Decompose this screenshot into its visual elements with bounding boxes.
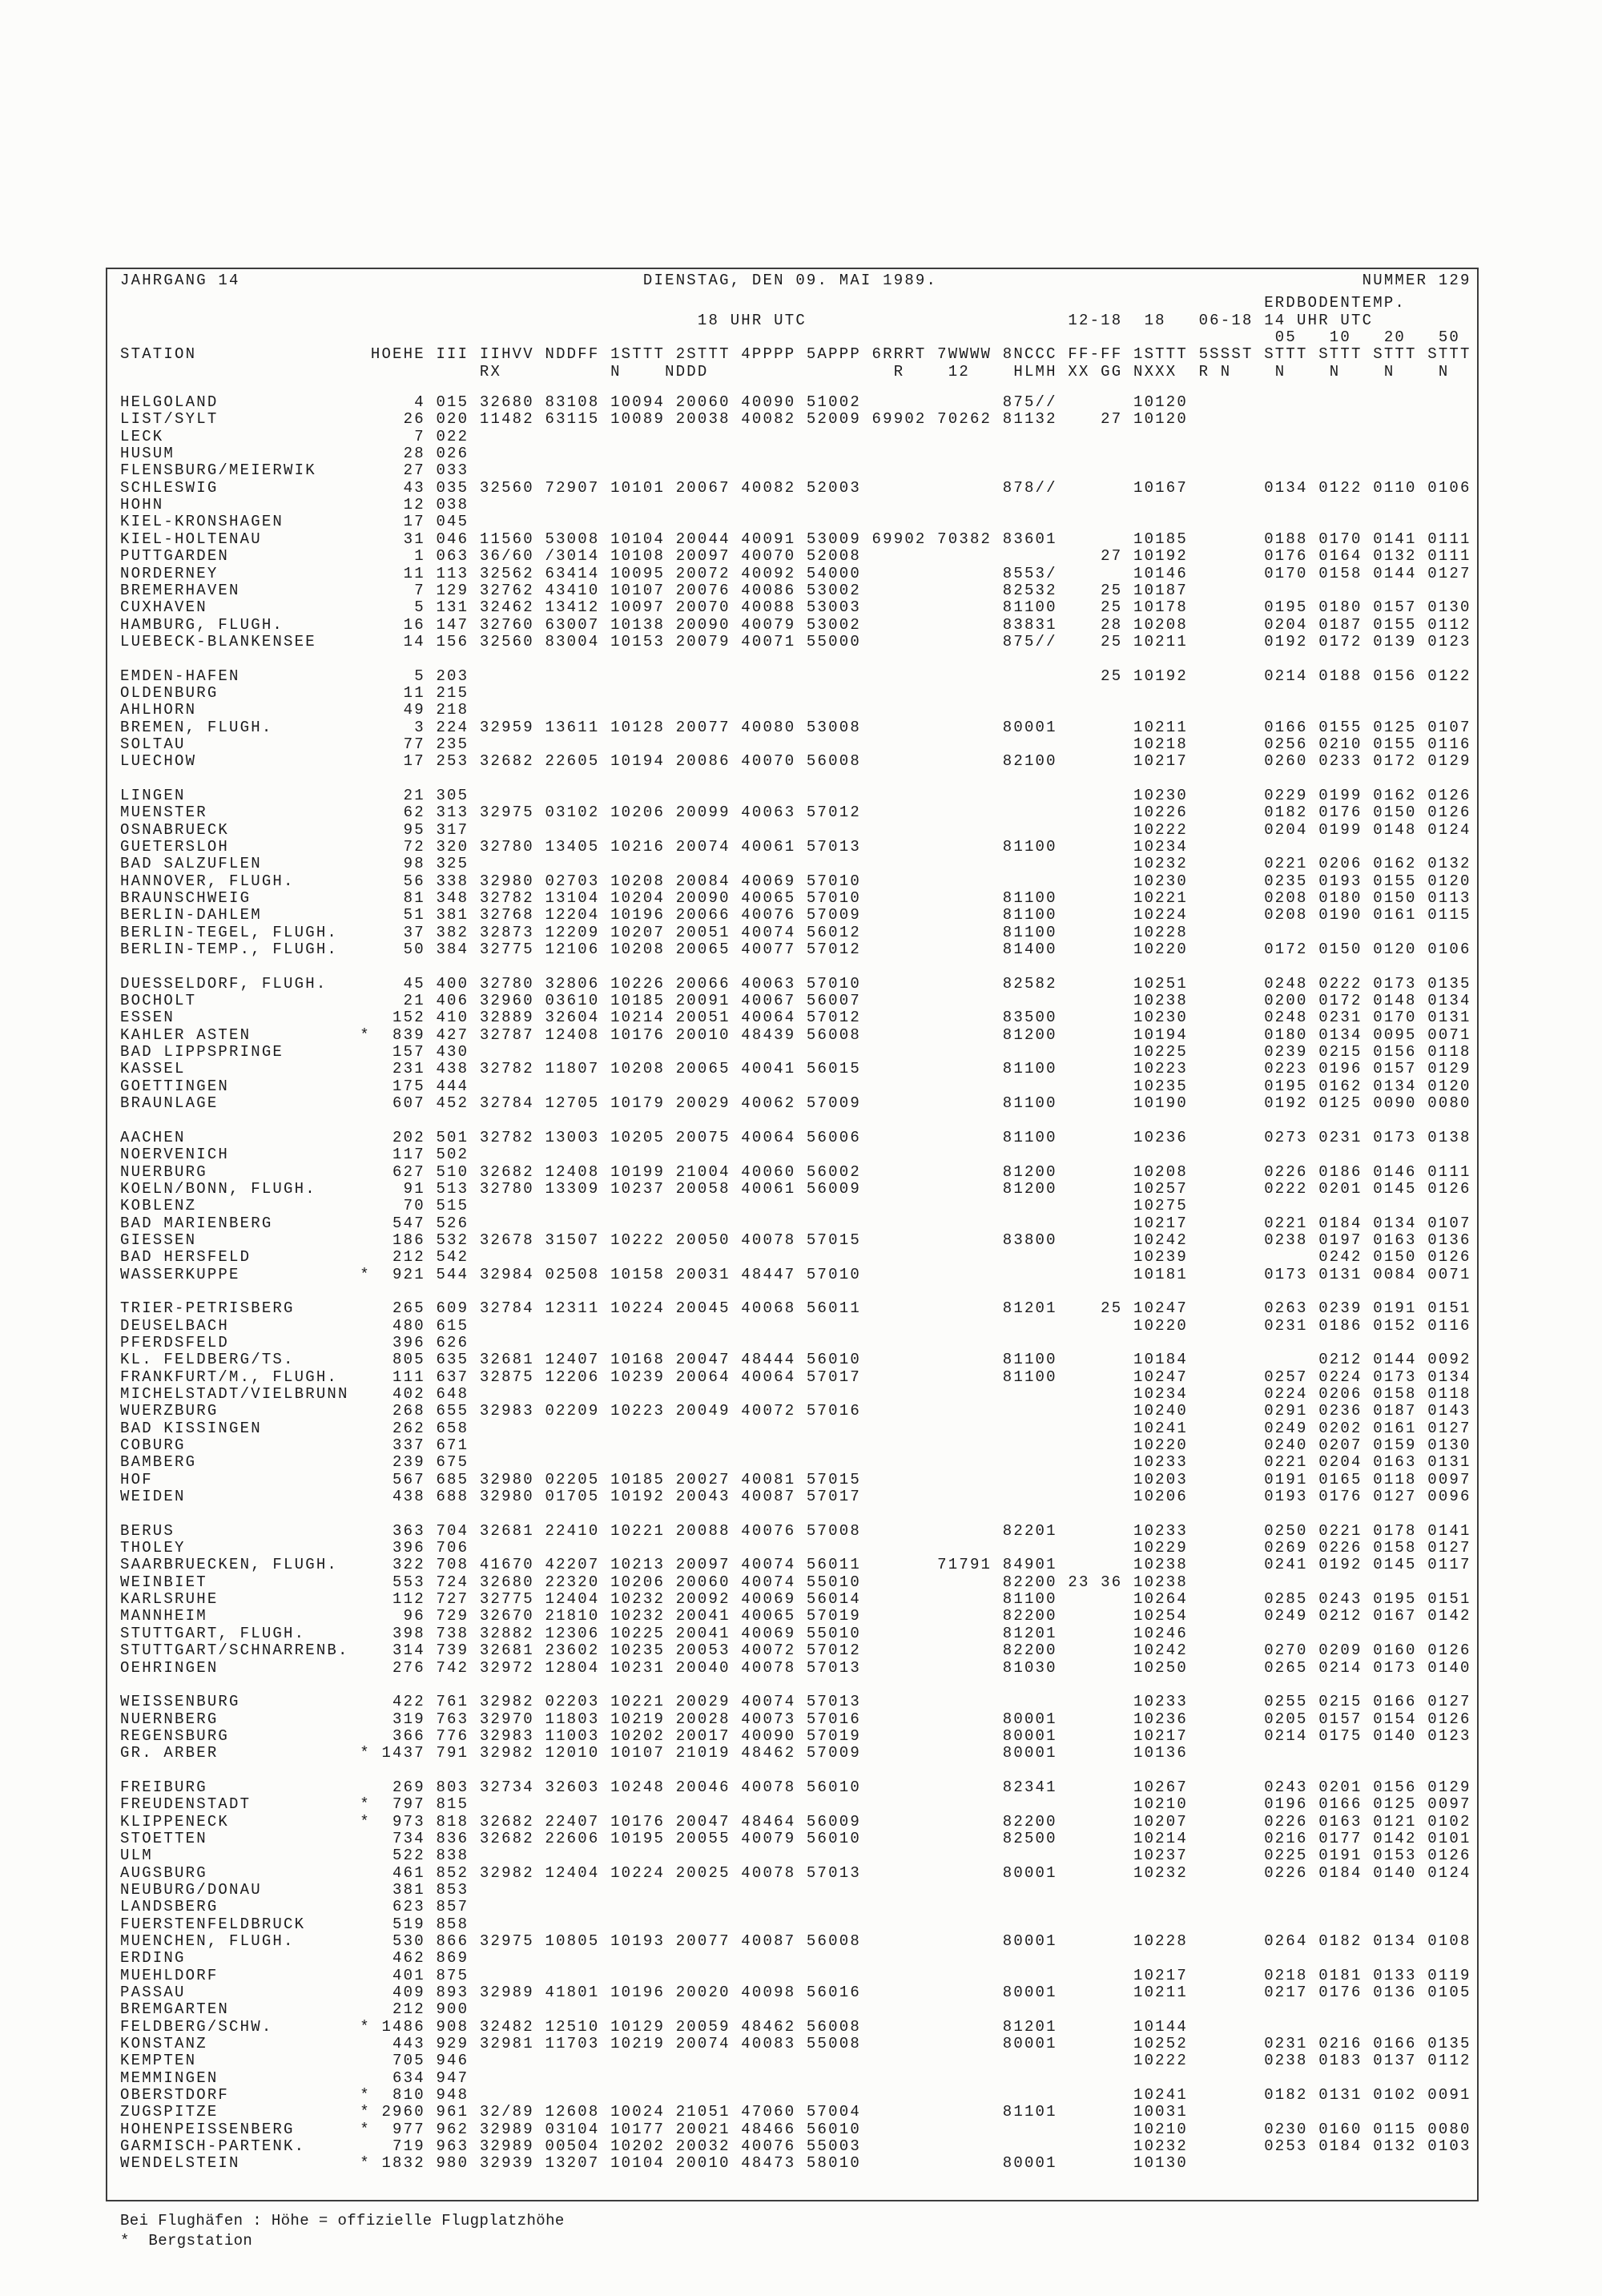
group-separator [120, 1762, 1514, 1779]
station-row: SOLTAU 77 235 10218 0256 0210 0155 0116 [120, 735, 1471, 753]
group-separator [120, 958, 1514, 975]
station-row: OSNABRUECK 95 317 10222 0204 0199 0148 0124 [120, 820, 1471, 839]
station-row: NUERBURG 627 510 32682 12408 10199 21004 40060 56002 81200 10208 0226 0186 0146 0111 [120, 1162, 1471, 1181]
station-row: AUGSBURG 461 852 32982 12404 10224 20025 40078 57013 80001 10232 0226 0184 0140 0124 [120, 1863, 1471, 1882]
station-row: SCHLESWIG 43 035 32560 72907 10101 20067 40082 52003 878// 10167 0134 0122 0110 0106 [120, 478, 1471, 497]
station-row: NUERNBERG 319 763 32970 11803 10219 20028 40073 57016 80001 10236 0205 0157 0154 0126 [120, 1710, 1471, 1728]
column-header-row: STATION HOEHE III IIHVV NDDFF 1STTT 2STTT 4PPPP 5APPP 6RRRT 7WWWW 8NCCC FF-FF 1STTT 5SSST STTT STTT STTT STTT [120, 345, 1471, 364]
station-row: MANNHEIM 96 729 32670 21810 10232 20041 40065 57019 82200 10254 0249 0212 0167 0142 [120, 1607, 1471, 1625]
station-row: FREIBURG 269 803 32734 32603 10248 20046 40078 56010 82341 10267 0243 0201 0156 0129 [120, 1778, 1471, 1796]
station-row: NOERVENICH 117 502 [120, 1146, 469, 1164]
station-row: BREMEN, FLUGH. 3 224 32959 13611 10128 20077 40080 53008 80001 10211 0166 0155 0125 0107 [120, 718, 1471, 736]
station-row: LIST/SYLT 26 020 11482 63115 10089 20038 40082 52009 69902 70262 81132 27 10120 [120, 410, 1188, 429]
station-row: BREMGARTEN 212 900 [120, 2000, 469, 2019]
station-row: HOF 567 685 32980 02205 10185 20027 40081 57015 10203 0191 0165 0118 0097 [120, 1470, 1471, 1488]
station-row: BERLIN-DAHLEM 51 381 32768 12204 10196 20066 40076 57009 81100 10224 0208 0190 0161 0115 [120, 906, 1471, 924]
station-row: KIEL-KRONSHAGEN 17 045 [120, 513, 469, 531]
station-row: CUXHAVEN 5 131 32462 13412 10097 20070 40088 53003 81100 25 10178 0195 0180 0157 0130 [120, 598, 1471, 617]
station-row: MICHELSTADT/VIELBRUNN 402 648 10234 0224 0206 0158 0118 [120, 1385, 1471, 1403]
group-separator [120, 651, 1514, 667]
group-separator [120, 1283, 1514, 1300]
station-row: BAMBERG 239 675 10233 0221 0204 0163 0131 [120, 1453, 1471, 1472]
footnotes [120, 2211, 565, 2251]
column-subheader-row: RX N NDDD R 12 HLMH XX GG NXXX R N N N N N [120, 362, 1450, 381]
station-row: NEUBURG/DONAU 381 853 [120, 1880, 469, 1899]
station-row: KEMPTEN 705 946 10222 0238 0183 0137 0112 [120, 2052, 1471, 2070]
station-row: STOETTEN 734 836 32682 22606 10195 20055 40079 56010 82500 10214 0216 0177 0142 0101 [120, 1829, 1471, 1847]
station-row: BAD KISSINGEN 262 658 10241 0249 0202 0161 0127 [120, 1419, 1471, 1437]
station-row: MEMMINGEN 634 947 [120, 2068, 469, 2087]
station-row: HUSUM 28 026 [120, 445, 469, 463]
station-row: KOELN/BONN, FLUGH. 91 513 32780 13309 10237 20058 40061 56009 81200 10257 0222 0201 0145 0126 [120, 1179, 1471, 1198]
station-row: HELGOLAND 4 015 32680 83108 10094 20060 40090 51002 875// 10120 [120, 393, 1188, 412]
group-separator [120, 1113, 1514, 1130]
station-row: BREMERHAVEN 7 129 32762 43410 10107 20076 40086 53002 82532 25 10187 [120, 581, 1188, 599]
group-separator [120, 1505, 1514, 1522]
station-row: KLIPPENECK * 973 818 32682 22407 10176 20047 48464 56009 82200 10207 0226 0163 0121 0102 [120, 1812, 1471, 1831]
station-row: AACHEN 202 501 32782 13003 10205 20075 40064 56006 81100 10236 0273 0231 0173 0138 [120, 1128, 1471, 1146]
header-table-gap [120, 381, 1514, 394]
station-row: AHLHORN 49 218 [120, 701, 469, 719]
station-observation-table [120, 394, 1514, 2173]
bulletin-header [120, 272, 1514, 381]
station-row: BOCHOLT 21 406 32960 03610 10185 20091 40067 56007 10238 0200 0172 0148 0134 [120, 992, 1471, 1010]
station-row: LUECHOW 17 253 32682 22605 10194 20086 40070 56008 82100 10217 0260 0233 0172 0129 [120, 752, 1471, 771]
station-row: HOHN 12 038 [120, 496, 469, 514]
group-separator [120, 771, 1514, 787]
station-row: ULM 522 838 10237 0225 0191 0153 0126 [120, 1847, 1471, 1865]
station-row: STUTTGART/SCHNARRENB. 314 739 32681 23602 10235 20053 40072 57012 82200 10242 0270 0209 0160 0126 [120, 1641, 1471, 1660]
station-row: GARMISCH-PARTENK. 719 963 32989 00504 10202 20032 40076 55003 10232 0253 0184 0132 0103 [120, 2137, 1471, 2156]
station-row: HAMBURG, FLUGH. 16 147 32760 63007 10138 20090 40079 53002 83831 28 10208 0204 0187 0155 0112 [120, 615, 1471, 634]
station-row: BAD LIPPSPRINGE 157 430 10225 0239 0215 0156 0118 [120, 1043, 1471, 1061]
bulletin-content [120, 272, 1514, 2173]
station-row: TRIER-PETRISBERG 265 609 32784 12311 10224 20045 40068 56011 81201 25 10247 0263 0239 0191 0151 [120, 1299, 1471, 1318]
station-row: KIEL-HOLTENAU 31 046 11560 53008 10104 20044 40091 53009 69902 70382 83601 10185 0188 0170 0141 0111 [120, 530, 1471, 548]
station-row: OLDENBURG 11 215 [120, 683, 469, 702]
station-row: OBERSTDORF * 810 948 10241 0182 0131 0102 0091 [120, 2086, 1471, 2105]
station-row: BERUS 363 704 32681 22410 10221 20088 40076 57008 82201 10233 0250 0221 0178 0141 [120, 1521, 1471, 1540]
station-row: PUTTGARDEN 1 063 36/60 /3014 10108 20097 40070 52008 27 10192 0176 0164 0132 0111 [120, 547, 1471, 566]
station-row: FUERSTENFELDBRUCK 519 858 [120, 1915, 469, 1933]
station-row: BAD SALZUFLEN 98 325 10232 0221 0206 0162 0132 [120, 855, 1471, 873]
station-row: KARLSRUHE 112 727 32775 12404 10232 20092 40069 56014 81100 10264 0285 0243 0195 0151 [120, 1590, 1471, 1609]
station-row: BRAUNSCHWEIG 81 348 32782 13104 10204 20090 40065 57010 81100 10221 0208 0180 0150 0113 [120, 889, 1471, 908]
station-row: GUETERSLOH 72 320 32780 13405 10216 20074 40061 57013 81100 10234 [120, 838, 1188, 856]
station-row: WASSERKUPPE * 921 544 32984 02508 10158 20031 48447 57010 10181 0173 0131 0084 0071 [120, 1265, 1471, 1283]
station-row: BERLIN-TEMP., FLUGH. 50 384 32775 12106 10208 20065 40077 57012 81400 10220 0172 0150 0120 0106 [120, 941, 1471, 959]
station-row: HANNOVER, FLUGH. 56 338 32980 02703 10208 20084 40069 57010 10230 0235 0193 0155 0120 [120, 872, 1471, 890]
station-row: MUEHLDORF 401 875 10217 0218 0181 0133 0119 [120, 1966, 1471, 1984]
soil-depth-row: 05 10 20 50 [120, 328, 1461, 347]
station-row: COBURG 337 671 10220 0240 0207 0159 0130 [120, 1436, 1471, 1455]
station-row: FELDBERG/SCHW. * 1486 908 32482 12510 10129 20059 48462 56008 81201 10144 [120, 2017, 1188, 2036]
station-row: FRANKFURT/M., FLUGH. 111 637 32875 12206 10239 20064 40064 57017 81100 10247 0257 0224 0173 0134 [120, 1368, 1471, 1386]
station-row: PASSAU 409 893 32989 41801 10196 20020 40098 56016 80001 10211 0217 0176 0136 0105 [120, 1984, 1471, 2002]
station-row: SAARBRUECKEN, FLUGH. 322 708 41670 42207 10213 20097 40074 56011 71791 84901 10238 0241 0192 0145 0117 [120, 1556, 1471, 1574]
station-row: WEISSENBURG 422 761 32982 02203 10221 20029 40074 57013 10233 0255 0215 0166 0127 [120, 1693, 1471, 1711]
masthead-row: JAHRGANG 14 DIENSTAG, DEN 09. MAI 1989. NUMMER 129 [120, 272, 1471, 289]
footnote-flugplatzhoehe: Bei Flughäfen : Höhe = offizielle Flugplatzhöhe [120, 2212, 565, 2230]
station-row: MUENCHEN, FLUGH. 530 866 32975 10805 10193 20077 40087 56008 80001 10228 0264 0182 0134 0108 [120, 1932, 1471, 1950]
station-row: OEHRINGEN 276 742 32972 12804 10231 20040 40078 57013 81030 10250 0265 0214 0173 0140 [120, 1658, 1471, 1677]
station-row: LECK 7 022 [120, 427, 469, 445]
station-row: BRAUNLAGE 607 452 32784 12705 10179 20029 40062 57009 81100 10190 0192 0125 0090 0080 [120, 1094, 1471, 1113]
station-row: DEUSELBACH 480 615 10220 0231 0186 0152 0116 [120, 1316, 1471, 1335]
station-row: GR. ARBER * 1437 791 32982 12010 10107 21019 48462 57009 80001 10136 [120, 1744, 1188, 1762]
station-row: THOLEY 396 706 10229 0269 0226 0158 0127 [120, 1539, 1471, 1557]
station-row: FREUDENSTADT * 797 815 10210 0196 0166 0125 0097 [120, 1795, 1471, 1814]
station-row: FLENSBURG/MEIERWIK 27 033 [120, 461, 469, 480]
station-row: ESSEN 152 410 32889 32604 10214 20051 40064 57012 83500 10230 0248 0231 0170 0131 [120, 1009, 1471, 1027]
erdbodentemp-label-row: ERDBODENTEMP. [120, 294, 1407, 312]
station-row: KAHLER ASTEN * 839 427 32787 12408 10176 20010 48439 56008 81200 10194 0180 0134 0095 0071 [120, 1025, 1471, 1044]
station-row: EMDEN-HAFEN 5 203 25 10192 0214 0188 0156 0122 [120, 667, 1471, 685]
station-row: ZUGSPITZE * 2960 961 32/89 12608 10024 21051 47060 57004 81101 10031 [120, 2103, 1188, 2121]
station-row: NORDERNEY 11 113 32562 63414 10095 20072 40092 54000 8553/ 10146 0170 0158 0144 0127 [120, 564, 1471, 582]
station-row: WUERZBURG 268 655 32983 02209 10223 20049 40072 57016 10240 0291 0236 0187 0143 [120, 1402, 1471, 1420]
station-row: BAD HERSFELD 212 542 10239 0242 0150 0126 [120, 1248, 1471, 1267]
station-row: WENDELSTEIN * 1832 980 32939 13207 10104 20010 48473 58010 80001 10130 [120, 2154, 1188, 2173]
station-row: LUEBECK-BLANKENSEE 14 156 32560 83004 10153 20079 40071 55000 875// 25 10211 0192 0172 0139 0123 [120, 632, 1471, 651]
station-row: ERDING 462 869 [120, 1949, 469, 1968]
station-row: BERLIN-TEGEL, FLUGH. 37 382 32873 12209 10207 20051 40074 56012 81100 10228 [120, 923, 1188, 941]
station-row: KL. FELDBERG/TS. 805 635 32681 12407 10168 20047 48444 56010 81100 10184 0212 0144 0092 [120, 1351, 1471, 1369]
station-row: BAD MARIENBERG 547 526 10217 0221 0184 0134 0107 [120, 1214, 1471, 1232]
station-row: REGENSBURG 366 776 32983 11003 10202 20017 40090 57019 80001 10217 0214 0175 0140 0123 [120, 1726, 1471, 1745]
station-row: LINGEN 21 305 10230 0229 0199 0162 0126 [120, 786, 1471, 804]
station-row: LANDSBERG 623 857 [120, 1898, 469, 1916]
station-row: KONSTANZ 443 929 32981 11703 10219 20074 40083 55008 80001 10252 0231 0216 0166 0135 [120, 2035, 1471, 2053]
station-row: PFERDSFELD 396 626 [120, 1333, 469, 1351]
station-row: STUTTGART, FLUGH. 398 738 32882 12306 10225 20041 40069 55010 81201 10246 [120, 1624, 1188, 1642]
station-row: HOHENPEISSENBERG * 977 962 32989 03104 10177 20021 48466 56010 10210 0230 0160 0115 0080 [120, 2120, 1471, 2138]
station-row: GIESSEN 186 532 32678 31507 10222 20050 40078 57015 83800 10242 0238 0197 0163 0136 [120, 1231, 1471, 1249]
station-row: MUENSTER 62 313 32975 03102 10206 20099 40063 57012 10226 0182 0176 0150 0126 [120, 804, 1471, 822]
station-row: GOETTINGEN 175 444 10235 0195 0162 0134 0120 [120, 1077, 1471, 1095]
station-row: KOBLENZ 70 515 10275 [120, 1197, 1188, 1215]
station-row: KASSEL 231 438 32782 11807 10208 20065 40041 56015 81100 10223 0223 0196 0157 0129 [120, 1060, 1471, 1078]
group-separator [120, 1677, 1514, 1694]
station-row: WEIDEN 438 688 32980 01705 10192 20043 40087 57017 10206 0193 0176 0127 0096 [120, 1488, 1471, 1506]
footnote-bergstation: * Bergstation [120, 2232, 253, 2250]
station-row: DUESSELDORF, FLUGH. 45 400 32780 32806 10226 20066 40063 57010 82582 10251 0248 0222 0173 0135 [120, 974, 1471, 993]
station-row: WEINBIET 553 724 32680 22320 10206 20060 40074 55010 82200 23 36 10238 [120, 1573, 1188, 1591]
time-period-row: 18 UHR UTC 12-18 18 06-18 14 UHR UTC [120, 311, 1374, 329]
